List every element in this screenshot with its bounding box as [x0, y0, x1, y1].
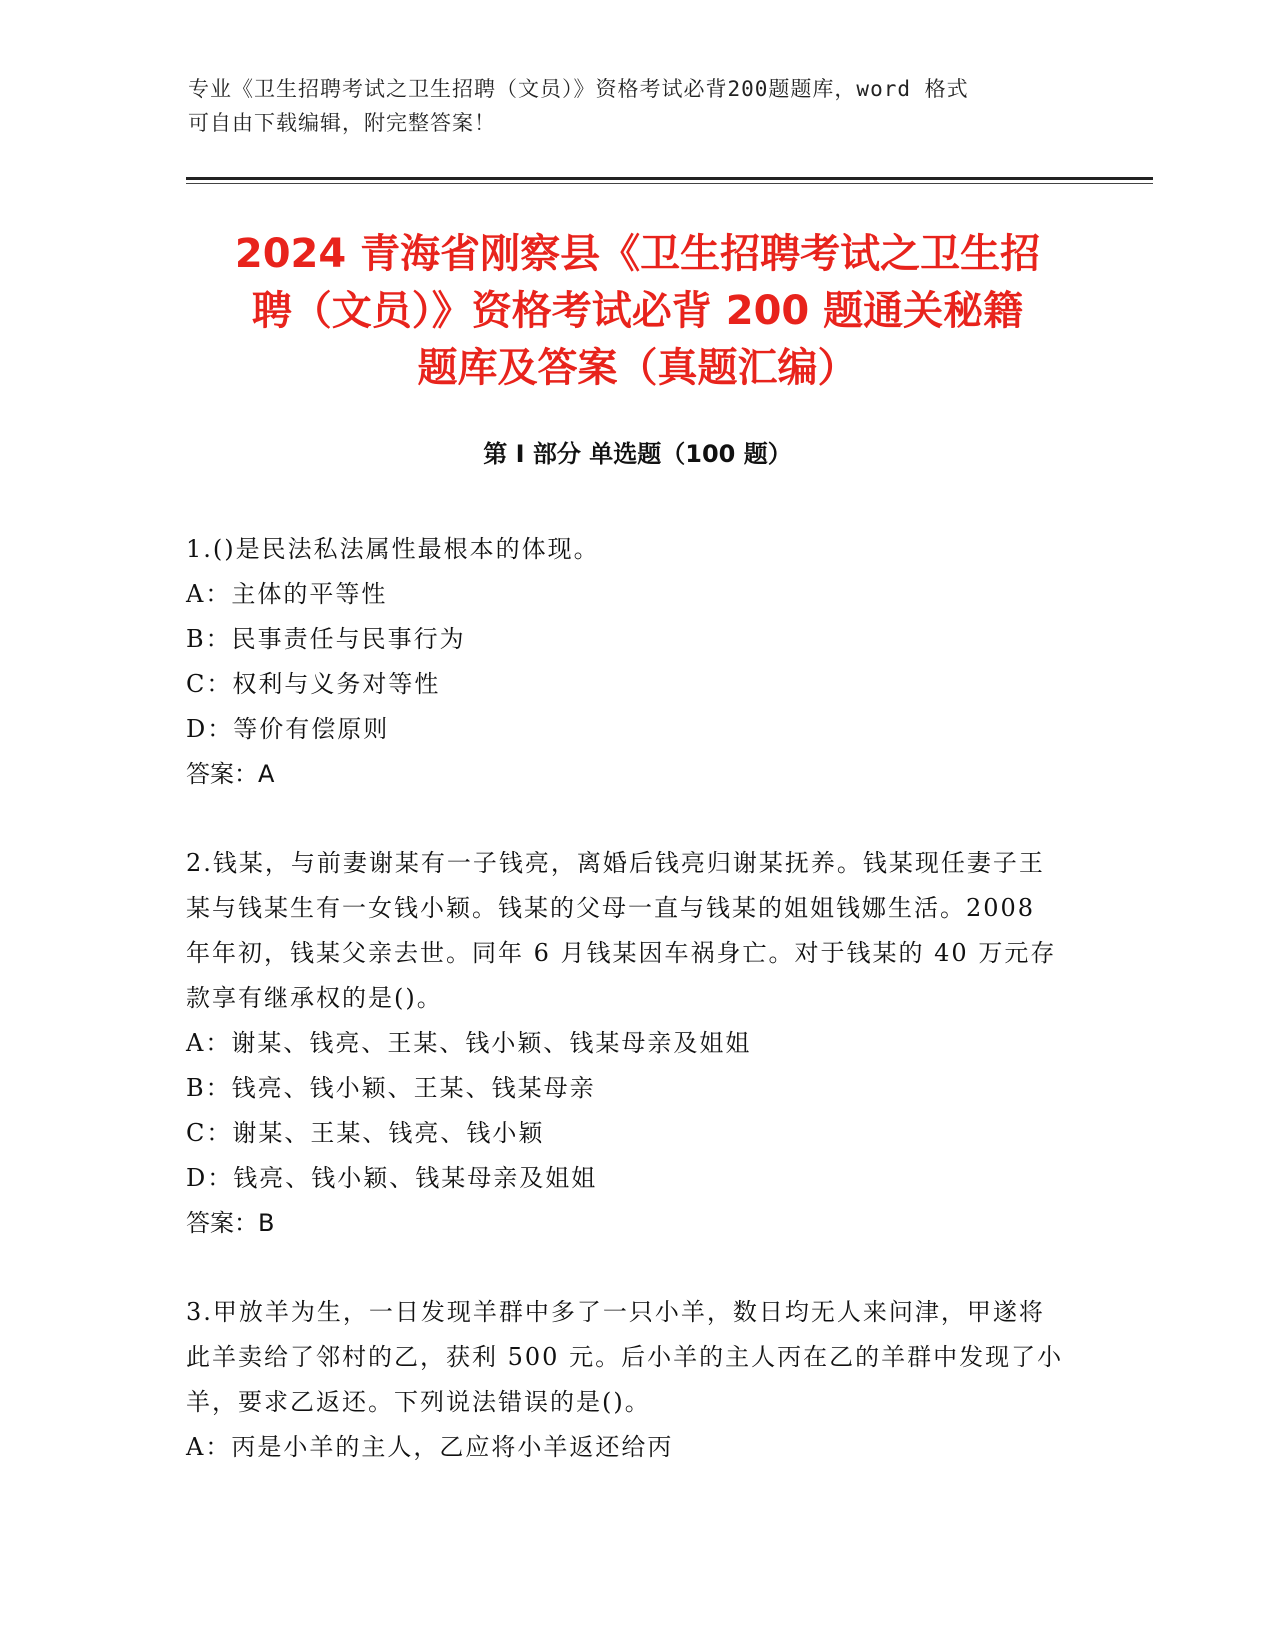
question-option-a: A：主体的平等性 — [186, 580, 388, 608]
question-stem: 2.钱某，与前妻谢某有一子钱亮，离婚后钱亮归谢某抚养。钱某现任妻子王某与钱某生有一女钱小颖。钱某的父母一直与钱某的姐姐钱娜生活。2008 年年初，钱某父亲去世。同年 6 月钱某因车祸身亡。对于钱某的 40 万元存款享有继承权的是()。 — [186, 849, 1057, 1012]
question-option-d: D：钱亮、钱小颖、钱某母亲及姐姐 — [186, 1164, 598, 1192]
question-item — [186, 1290, 1066, 1470]
question-option-a: A：谢某、钱亮、王某、钱小颖、钱某母亲及姐姐 — [186, 1029, 752, 1057]
question-answer: 答案：A — [186, 760, 275, 788]
question-option-b: B：钱亮、钱小颖、王某、钱某母亲 — [186, 1074, 596, 1102]
question-stem: 3.甲放羊为生，一日发现羊群中多了一只小羊，数日均无人来问津，甲遂将此羊卖给了邻村的乙，获利 500 元。后小羊的主人丙在乙的羊群中发现了小羊，要求乙返还。下列说法错误的是()。 — [186, 1298, 1064, 1416]
header-note-line2: 可自由下载编辑，附完整答案！ — [188, 111, 496, 135]
question-stem: 1.()是民法私法属性最根本的体现。 — [186, 535, 600, 563]
header-note — [188, 72, 1068, 140]
question-option-c: C：谢某、王某、钱亮、钱小颖 — [186, 1119, 545, 1147]
section-title: 第 I 部分 单选题（100 题） — [483, 440, 792, 468]
document-title-line2: 聘（文员）》资格考试必背 200 题通关秘籍 — [251, 288, 1024, 334]
header-divider-thin — [186, 183, 1153, 184]
question-option-c: C：权利与义务对等性 — [186, 670, 441, 698]
question-list — [186, 527, 1066, 1514]
document-title — [170, 226, 1105, 397]
header-note-line1: 专业《卫生招聘考试之卫生招聘（文员）》资格考试必背200题题库，word 格式 — [188, 77, 969, 101]
question-option-b: B：民事责任与民事行为 — [186, 625, 466, 653]
question-option-d: D：等价有偿原则 — [186, 715, 390, 743]
question-option-a: A：丙是小羊的主人，乙应将小羊返还给丙 — [186, 1433, 674, 1461]
header-divider-thick — [186, 177, 1153, 180]
document-title-line1: 2024 青海省刚察县《卫生招聘考试之卫生招 — [234, 231, 1041, 277]
question-item — [186, 527, 1066, 797]
question-answer: 答案：B — [186, 1209, 275, 1237]
document-title-line3: 题库及答案（真题汇编） — [417, 345, 858, 391]
question-item — [186, 841, 1066, 1246]
